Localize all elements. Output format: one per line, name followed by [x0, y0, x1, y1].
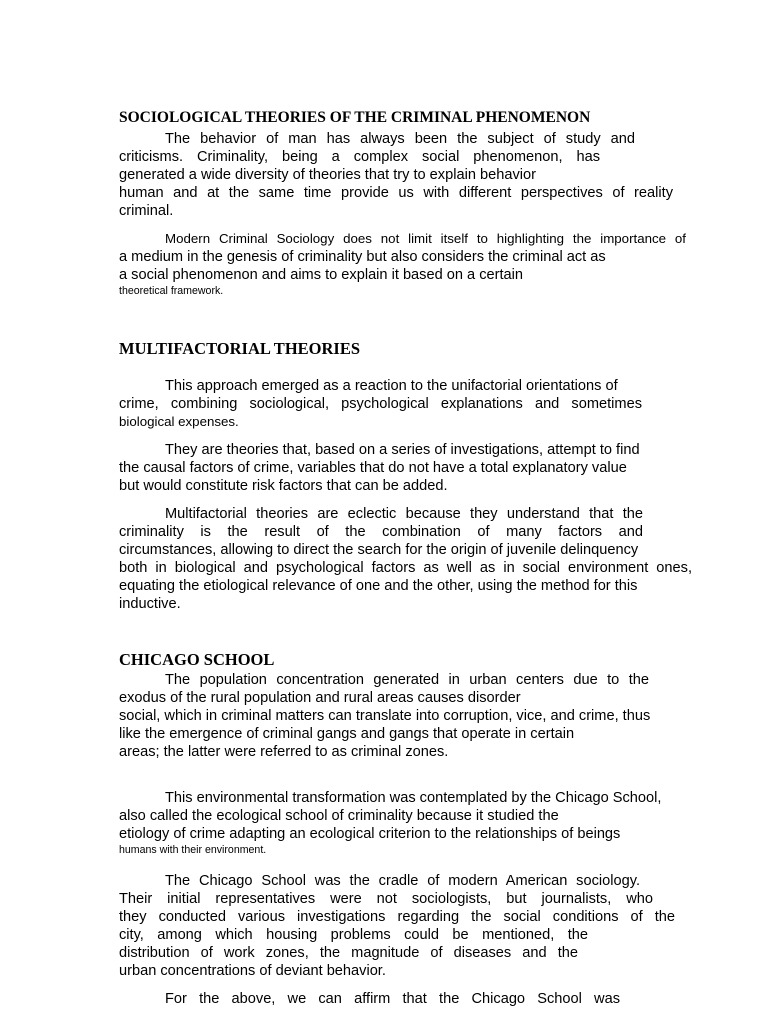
- paragraph-line: Their initial representatives were not sociologists, but journalists, who: [119, 891, 653, 907]
- section-heading: CHICAGO SCHOOL: [119, 650, 275, 669]
- paragraph-line: they conducted various investigations regarding the social conditions of the: [119, 909, 675, 925]
- paragraph-line: distribution of work zones, the magnitude of diseases and the: [119, 945, 578, 961]
- paragraph-line: humans with their environment.: [119, 844, 267, 856]
- paragraph-line: like the emergence of criminal gangs and gangs that operate in certain: [119, 726, 575, 742]
- paragraph-line: human and at the same time provide us with different perspectives of reality: [119, 185, 673, 201]
- paragraph-line: but would constitute risk factors that can be added.: [119, 478, 448, 494]
- paragraph-line: generated a wide diversity of theories that try to explain behavior: [119, 167, 536, 183]
- paragraph-line: theoretical framework.: [119, 285, 224, 297]
- paragraph-line: areas; the latter were referred to as criminal zones.: [119, 744, 449, 760]
- paragraph-line: etiology of crime adapting an ecological criterion to the relationships of beings: [119, 826, 621, 842]
- paragraph-line: both in biological and psychological factors as well as in social environment ones,: [119, 560, 692, 576]
- paragraph-line: The behavior of man has always been the subject of study and: [165, 131, 635, 147]
- paragraph-line: Multifactorial theories are eclectic because they understand that the: [165, 506, 643, 522]
- paragraph-line: urban concentrations of deviant behavior.: [119, 963, 386, 979]
- paragraph-line: city, among which housing problems could be mentioned, the: [119, 927, 588, 943]
- paragraph-line: This approach emerged as a reaction to the unifactorial orientations of: [165, 378, 618, 394]
- paragraph-line: exodus of the rural population and rural areas causes disorder: [119, 690, 521, 706]
- paragraph-line: crime, combining sociological, psychological explanations and sometimes: [119, 396, 642, 412]
- paragraph-line: a medium in the genesis of criminality but also considers the criminal act as: [119, 249, 606, 265]
- paragraph-line: For the above, we can affirm that the Chicago School was: [165, 991, 620, 1007]
- paragraph-line: criticisms. Criminality, being a complex social phenomenon, has: [119, 149, 600, 165]
- paragraph-line: inductive.: [119, 596, 181, 612]
- section-heading: MULTIFACTORIAL THEORIES: [119, 339, 361, 358]
- paragraph-line: This environmental transformation was contemplated by the Chicago School,: [165, 790, 662, 806]
- paragraph-line: social, which in criminal matters can translate into corruption, vice, and crime, thus: [119, 708, 651, 724]
- paragraph-line: criminality is the result of the combination of many factors and: [119, 524, 643, 540]
- paragraph-line: also called the ecological school of criminality because it studied the: [119, 808, 559, 824]
- paragraph-line: The population concentration generated in urban centers due to the: [165, 672, 649, 688]
- paragraph-line: equating the etiological relevance of one and the other, using the method for this: [119, 578, 638, 594]
- paragraph-line: The Chicago School was the cradle of modern American sociology.: [165, 873, 640, 889]
- paragraph-line: the causal factors of crime, variables that do not have a total explanatory value: [119, 460, 627, 476]
- paragraph-line: a social phenomenon and aims to explain it based on a certain: [119, 267, 524, 283]
- paragraph-line: biological expenses.: [119, 414, 239, 429]
- paragraph-line: Modern Criminal Sociology does not limit itself to highlighting the importance of: [165, 231, 686, 246]
- paragraph-line: criminal.: [119, 203, 174, 219]
- paragraph-line: They are theories that, based on a series of investigations, attempt to find: [165, 442, 640, 458]
- paragraph-line: circumstances, allowing to direct the search for the origin of juvenile delinquency: [119, 542, 639, 558]
- section-heading: SOCIOLOGICAL THEORIES OF THE CRIMINAL PHENOMENON: [119, 109, 591, 126]
